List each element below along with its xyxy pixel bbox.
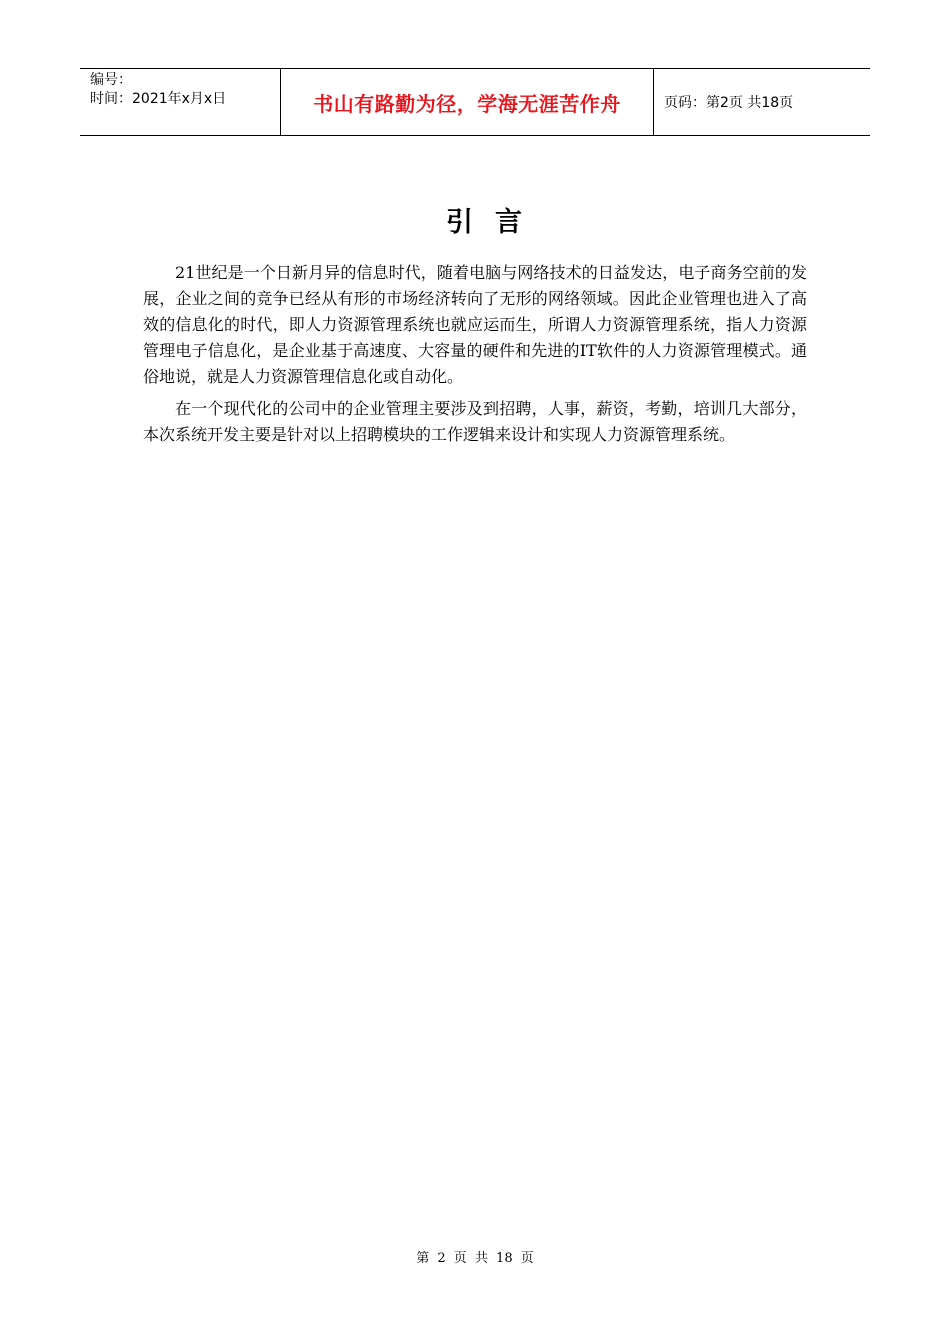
number-label: 编号： xyxy=(90,72,132,88)
document-header xyxy=(80,68,870,136)
document-body xyxy=(143,260,807,454)
paragraph: 21世纪是一个日新月异的信息时代，随着电脑与网络技术的日益发达，电子商务空前的发展，企业之间的竞争已经从有形的市场经济转向了无形的网络领域。因此企业管理也进入了高效的信息化的时代，即人力资源管理系统也就应运而生，所谓人力资源管理系统，指人力资源管理电子信息化，是企业基于高速度、大容量的硬件和先进的IT软件的人力资源管理模式。通俗地说，就是人力资源管理信息化或自动化。 xyxy=(143,263,807,386)
page-footer: 第 2 页 共 18 页 xyxy=(416,1251,534,1266)
header-motto-cell xyxy=(281,69,654,135)
header-page-cell xyxy=(654,69,870,135)
page-code: 页码：第2页 共18页 xyxy=(664,95,794,111)
time-label: 时间：2021年x月x日 xyxy=(90,91,227,107)
motto-text: 书山有路勤为径，学海无涯苦作舟 xyxy=(313,91,621,116)
paragraph: 在一个现代化的公司中的企业管理主要涉及到招聘，人事，薪资，考勤，培训几大部分，本次系统开发主要是针对以上招聘模块的工作逻辑来设计和实现人力资源管理系统。 xyxy=(143,399,807,444)
page-title: 引言 xyxy=(446,207,544,238)
header-info-cell xyxy=(80,69,281,135)
